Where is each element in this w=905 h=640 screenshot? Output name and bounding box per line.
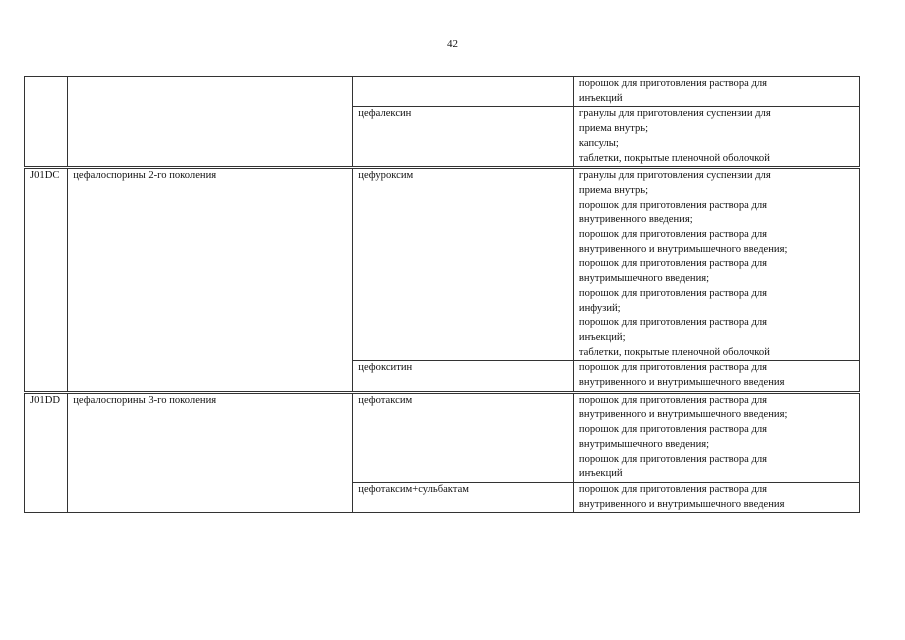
dosage-form-line: внутривенного и внутримышечного введения bbox=[578, 377, 785, 389]
dosage-form-line: внутривенного и внутримышечного введения; bbox=[578, 409, 788, 421]
drug-name-cell: цефалексин bbox=[353, 107, 574, 168]
dosage-form-line: порошок для приготовления раствора для bbox=[578, 424, 768, 436]
dosage-form-line: таблетки, покрытые пленочной оболочкой bbox=[578, 152, 770, 164]
dosage-form-line: инъекций bbox=[578, 92, 623, 104]
dosage-form-line: порошок для приготовления раствора для bbox=[578, 287, 768, 299]
atc-code-cell bbox=[25, 77, 68, 168]
dosage-forms-cell bbox=[573, 392, 859, 482]
dosage-form-line: порошок для приготовления раствора для bbox=[578, 258, 768, 270]
dosage-form-line: внутривенного введения; bbox=[578, 214, 693, 226]
drug-name-cell bbox=[353, 77, 574, 107]
atc-code-cell: J01DC bbox=[25, 168, 68, 393]
dosage-form-line: внутривенного и внутримышечного введения bbox=[578, 498, 785, 510]
dosage-form-line: таблетки, покрытые пленочной оболочкой bbox=[578, 346, 770, 358]
dosage-form-line: инъекций; bbox=[578, 331, 626, 343]
dosage-form-line: внутривенного и внутримышечного введения; bbox=[578, 243, 788, 255]
dosage-form-line: порошок для приготовления раствора для bbox=[578, 394, 768, 406]
drug-name-cell: цефокситин bbox=[353, 361, 574, 392]
dosage-form-line: порошок для приготовления раствора для bbox=[578, 483, 768, 495]
dosage-form-line: порошок для приготовления раствора для bbox=[578, 199, 768, 211]
drug-name-cell: цефотаксим+сульбактам bbox=[353, 482, 574, 512]
dosage-form-line: капсулы; bbox=[578, 137, 619, 149]
dosage-form-line: порошок для приготовления раствора для bbox=[578, 317, 768, 329]
table-row bbox=[25, 168, 860, 361]
table-row bbox=[25, 392, 860, 482]
page-number: 42 bbox=[447, 38, 458, 50]
dosage-forms-cell bbox=[573, 361, 859, 392]
dosage-form-line: внутримышечного введения; bbox=[578, 438, 710, 450]
dosage-form-line: гранулы для приготовления суспензии для bbox=[578, 170, 771, 182]
drug-group-cell bbox=[68, 77, 353, 168]
table-row bbox=[25, 77, 860, 107]
dosage-forms-cell bbox=[573, 107, 859, 168]
drug-name-cell: цефотаксим bbox=[353, 392, 574, 482]
atc-code-cell: J01DD bbox=[25, 392, 68, 513]
dosage-form-line: приема внутрь; bbox=[578, 184, 649, 196]
dosage-form-line: гранулы для приготовления суспензии для bbox=[578, 108, 771, 120]
dosage-form-line: внутримышечного введения; bbox=[578, 273, 710, 285]
dosage-forms-cell bbox=[573, 77, 859, 107]
dosage-form-line: порошок для приготовления раствора для bbox=[578, 453, 768, 465]
dosage-forms-cell bbox=[573, 482, 859, 512]
dosage-form-line: порошок для приготовления раствора для bbox=[578, 229, 768, 241]
dosage-form-line: инфузий; bbox=[578, 302, 621, 314]
dosage-form-line: порошок для приготовления раствора для bbox=[578, 78, 768, 89]
drug-classification-table bbox=[24, 76, 860, 513]
dosage-form-line: инъекций bbox=[578, 468, 623, 480]
dosage-form-line: порошок для приготовления раствора для bbox=[578, 362, 768, 374]
drug-group-cell: цефалоспорины 3-го поколения bbox=[68, 392, 353, 513]
dosage-form-line: приема внутрь; bbox=[578, 123, 649, 135]
drug-group-cell: цефалоспорины 2-го поколения bbox=[68, 168, 353, 393]
drug-name-cell: цефуроксим bbox=[353, 168, 574, 361]
dosage-forms-cell bbox=[573, 168, 859, 361]
